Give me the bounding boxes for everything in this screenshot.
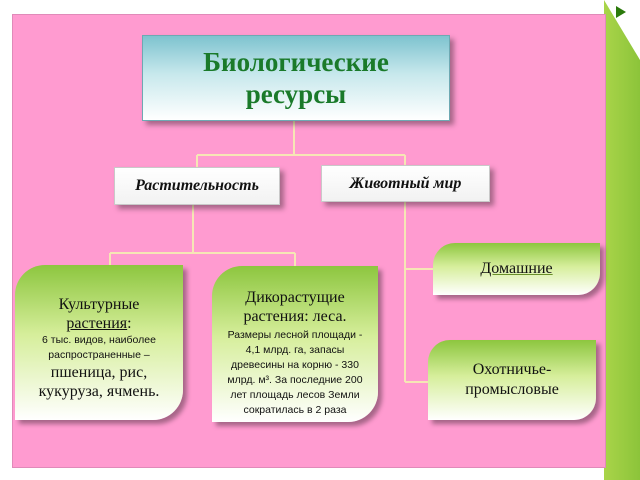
box-vegetation [114,167,280,205]
root-title-line2: ресурсы [245,79,347,109]
wild-detail-line4: млрд. м³. За последние 200 [227,374,363,386]
box-animal-world [321,165,490,202]
animal-world-label: Животный мир [349,174,462,192]
cultured-title-underlined: растения [66,315,128,332]
wild-title-line2: растения: леса. [243,308,347,325]
box-domestic-animals [433,243,600,295]
vegetation-label: Растительность [135,177,259,194]
cultured-crops-line1: пшеница, рис, [50,364,148,381]
wild-detail-line1: Размеры лесной площади - [227,329,363,341]
box-wild-plants [212,266,378,422]
root-title-line1: Биологические [203,47,389,77]
wild-detail-line2: 4,1 млрд. га, запасы [245,344,345,356]
box-game-animals [428,340,596,420]
hunting-label-line1: Охотничье- [472,361,552,378]
cultured-crops-line2: кукуруза, ячмень. [38,383,160,400]
cultured-detail-line2: распространенные – [48,349,150,361]
cultured-title-line1: Культурные [58,296,140,313]
wild-detail-line5: лет площадь лесов Земли [230,389,360,401]
cultured-title-colon: : [127,315,132,332]
hunting-label-line2: промысловые [465,381,559,398]
wild-detail [227,328,362,418]
domestic-label: Домашние [480,260,553,277]
wild-detail-line3: древесины на корню - 330 [231,359,359,371]
box-cultured-plants [15,265,183,420]
cultured-detail-line1: 6 тыс. видов, наиболее [42,334,156,346]
root-box-biological-resources [142,35,450,121]
cultured-title-line2 [66,314,131,333]
wild-title-line1: Дикорастущие [245,289,345,306]
wild-detail-line6: сократилась в 2 раза [243,404,347,416]
